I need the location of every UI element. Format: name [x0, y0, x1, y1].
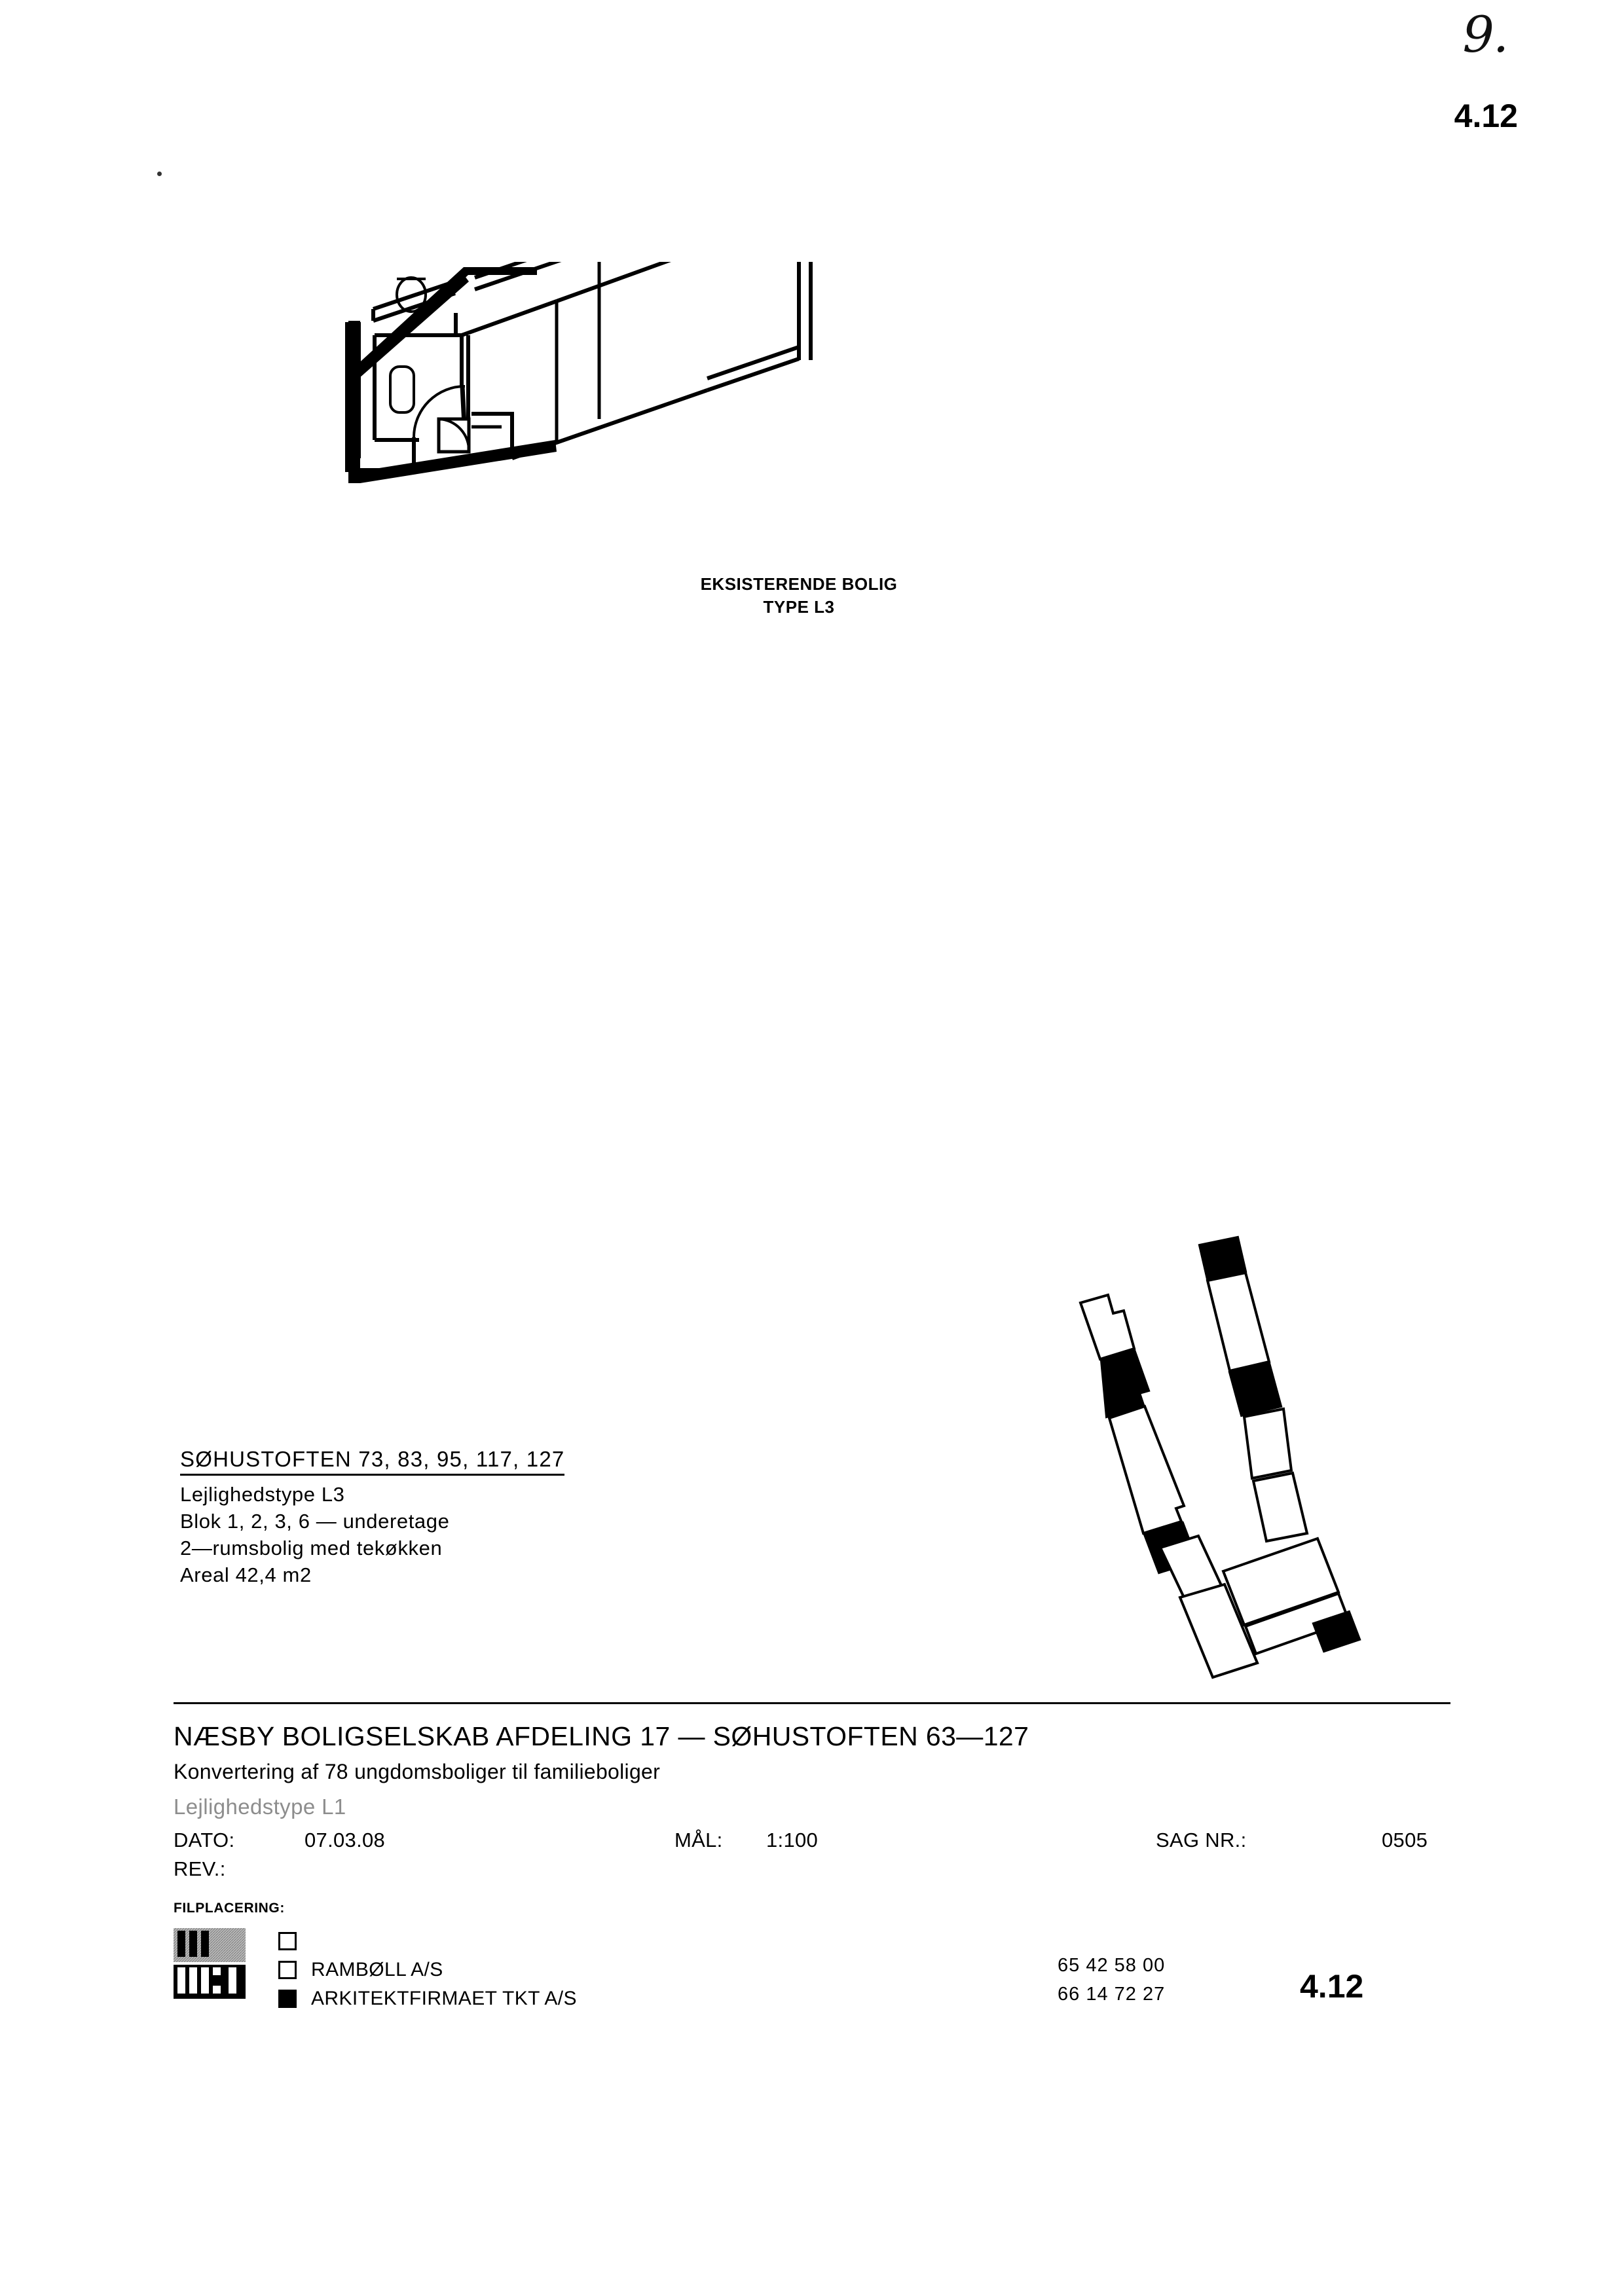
title-block-divider — [174, 1702, 1450, 1704]
sheet-number-top: 4.12 — [1454, 98, 1518, 134]
phone-1: 65 42 58 00 — [1058, 1955, 1166, 1976]
title-block-bottom — [174, 1927, 1450, 2032]
dato-value: 07.03.08 — [304, 1829, 386, 1851]
plan-room-label-line1: EKSISTERENDE BOLIG — [700, 574, 898, 594]
floor-plan-drawing — [341, 262, 1231, 1021]
legend-label-2: RAMBØLL A/S — [311, 1959, 443, 1980]
sheet-number-bottom: 4.12 — [1300, 1968, 1364, 2005]
project-title: NÆSBY BOLIGSELSKAB AFDELING 17 — SØHUSTOFTEN 63—127 — [174, 1721, 1029, 1751]
site-key-plan-svg — [1061, 1231, 1454, 1689]
legend-swatch-outline-icon — [278, 1961, 297, 1979]
title-block-row-rev — [174, 1857, 1450, 1889]
description-line-1: Lejlighedstype L3 — [180, 1483, 345, 1506]
legend-swatch-filled-icon — [278, 1990, 297, 2008]
title-block — [174, 1702, 1450, 2032]
floor-plan-detail — [341, 262, 1231, 1021]
sag-nr-label: SAG NR.: — [1156, 1829, 1247, 1851]
plan-room-label — [645, 573, 953, 619]
legend-row-3 — [278, 1984, 577, 2013]
sag-nr-value: 0505 — [1382, 1829, 1428, 1851]
tkt-logo — [174, 1928, 246, 1999]
maal-label: MÅL: — [674, 1829, 723, 1851]
rev-label: REV.: — [174, 1857, 226, 1880]
apartment-description — [180, 1447, 769, 1589]
site-key-plan — [1061, 1231, 1454, 1689]
project-subtitle: Konvertering af 78 ungdomsboliger til familieboliger — [174, 1760, 661, 1783]
registration-dot — [157, 172, 162, 176]
phone-2: 66 14 72 27 — [1058, 1983, 1166, 2005]
description-line-3: 2—rumsbolig med tekøkken — [180, 1536, 443, 1559]
description-line-4: Areal 42,4 m2 — [180, 1563, 312, 1586]
legend-label-3: ARKITEKTFIRMAET TKT A/S — [311, 1988, 577, 2009]
tkt-logo-svg — [174, 1928, 246, 1999]
contact-phones — [1058, 1952, 1165, 2009]
legend-row-2 — [278, 1956, 577, 1984]
description-line-2: Blok 1, 2, 3, 6 — underetage — [180, 1509, 450, 1533]
dato-label: DATO: — [174, 1829, 235, 1851]
legend-swatch-blank-icon — [278, 1932, 297, 1950]
legend-row-1 — [278, 1927, 577, 1956]
plan-room-label-line2: TYPE L3 — [763, 597, 835, 617]
filplacering-label: FILPLACERING: — [174, 1901, 285, 1916]
handwritten-page-mark: 9. — [1462, 5, 1507, 64]
description-title: SØHUSTOFTEN 73, 83, 95, 117, 127 — [180, 1447, 564, 1476]
drawing-type: Lejlighedstype L1 — [174, 1795, 346, 1819]
legend — [278, 1927, 577, 2013]
maal-value: 1:100 — [766, 1829, 819, 1851]
title-block-row-dato — [174, 1829, 1450, 1857]
